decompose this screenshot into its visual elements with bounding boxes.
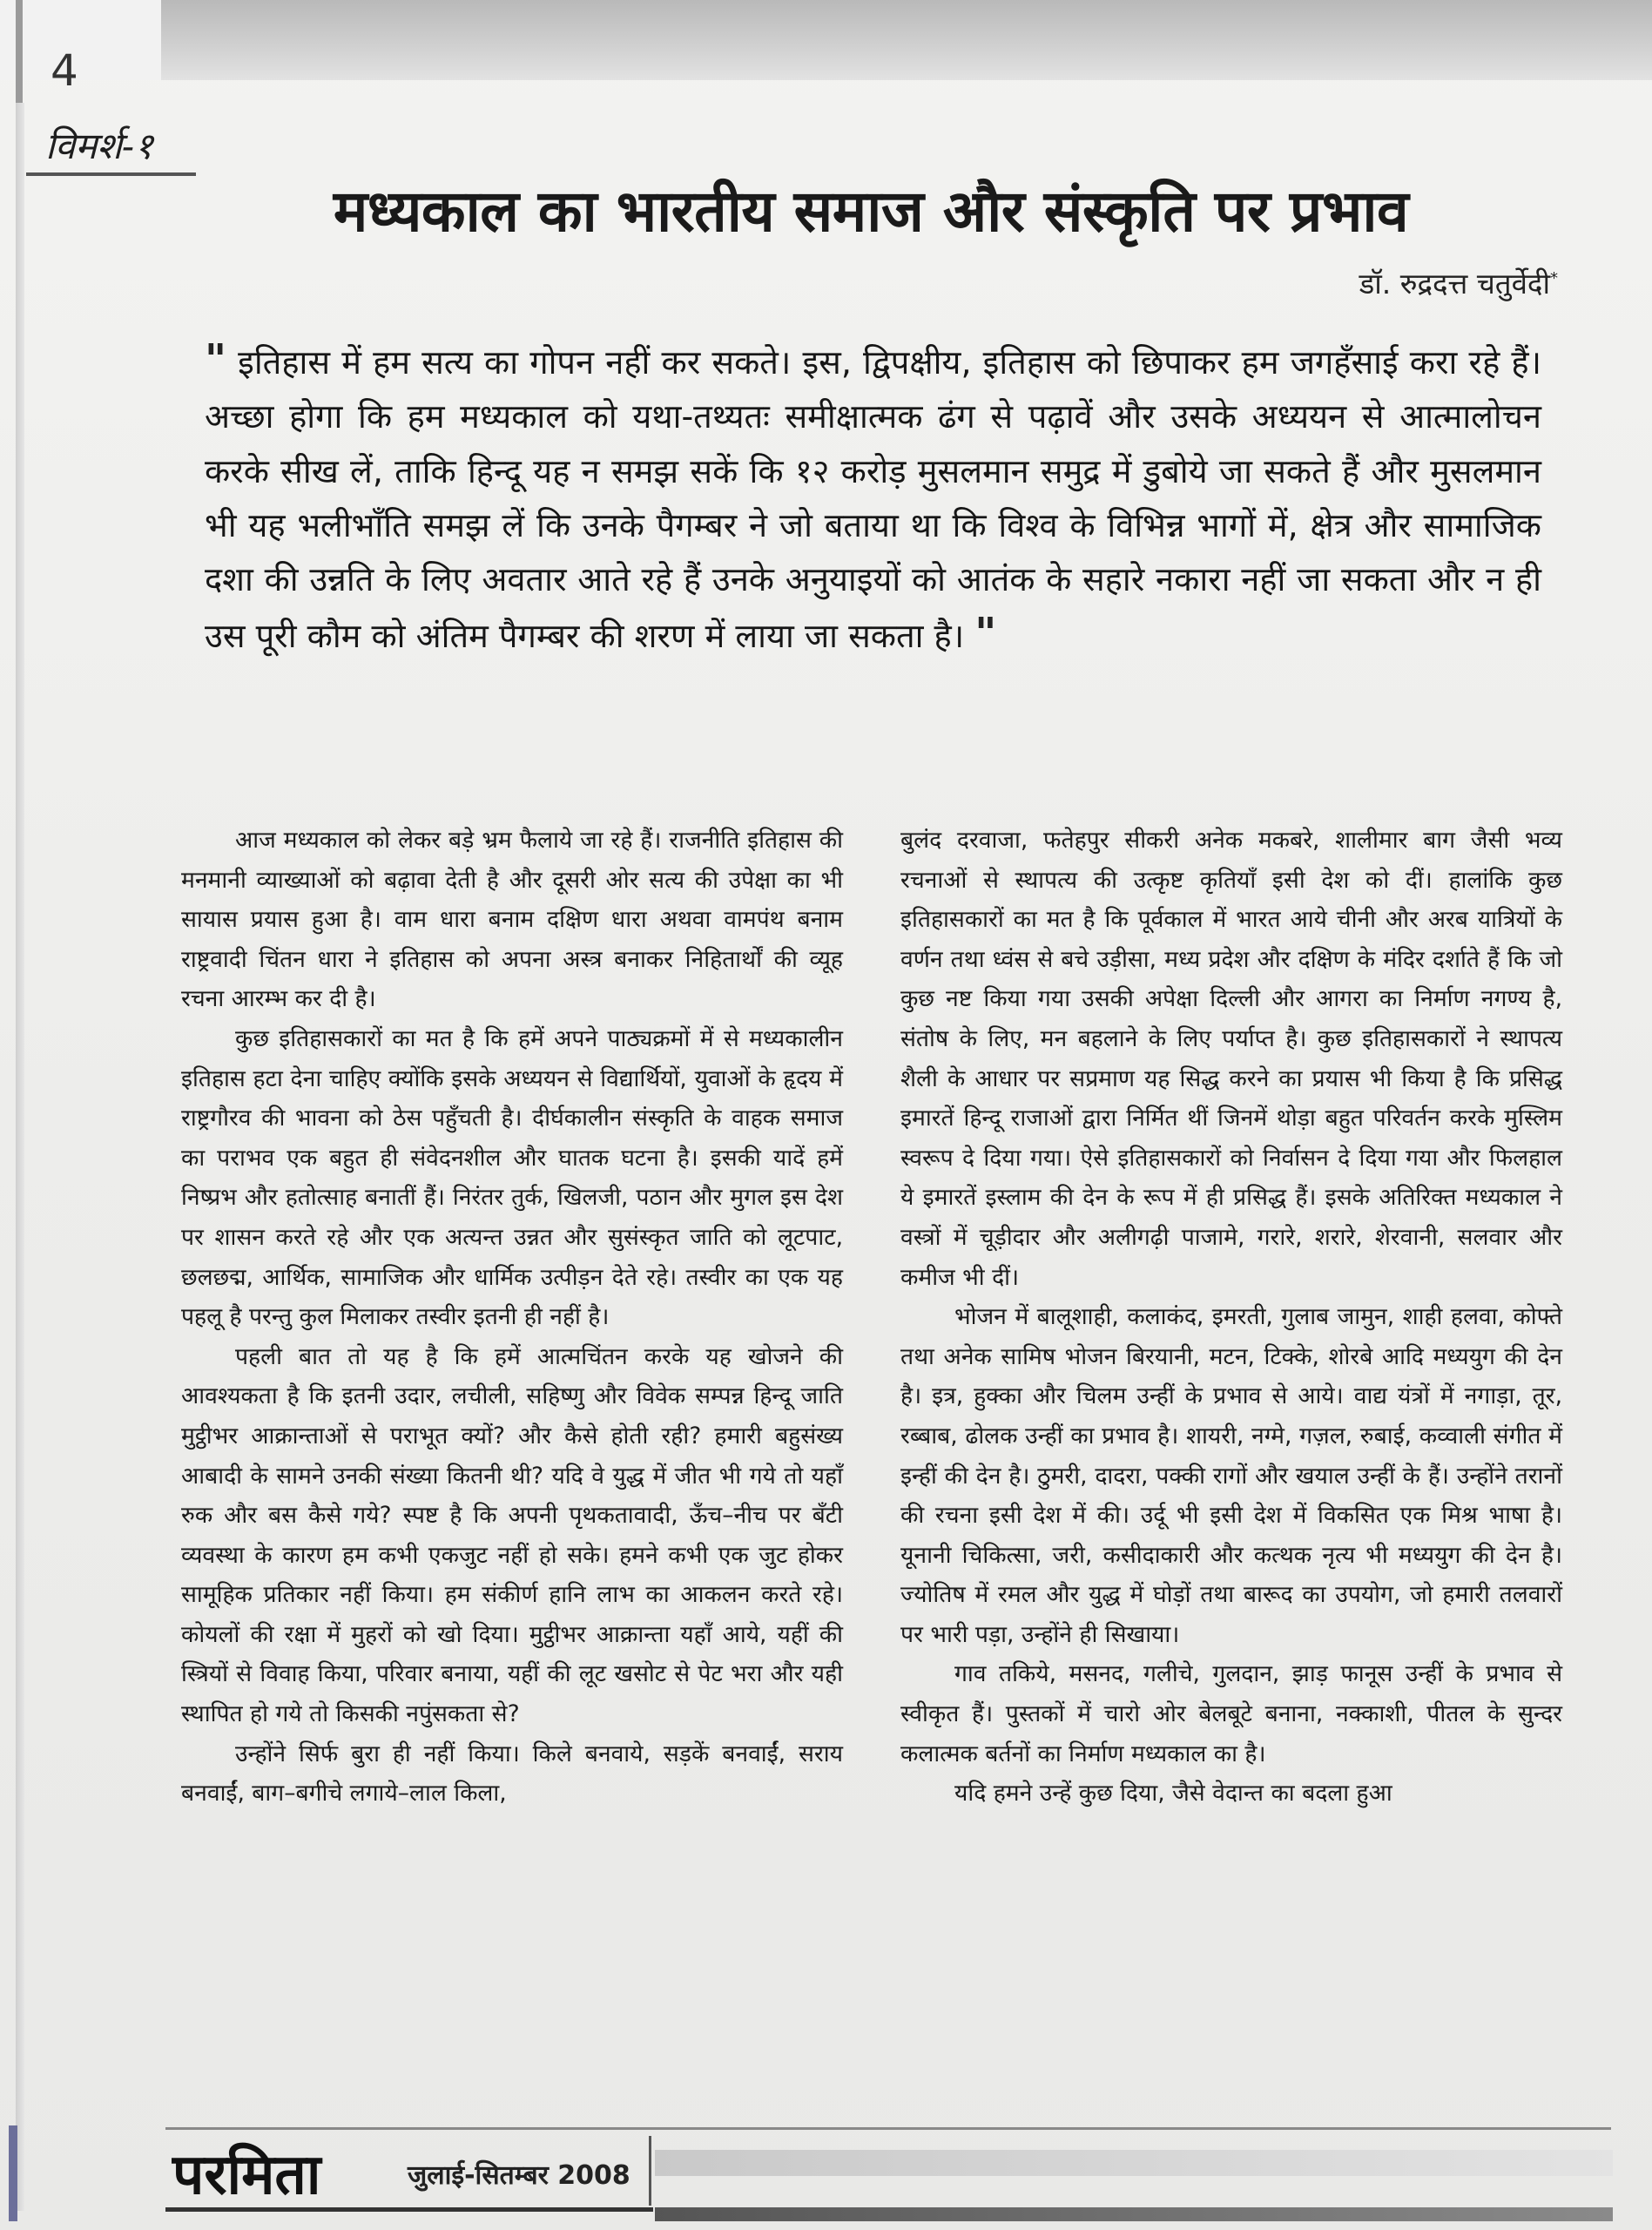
paragraph: भोजन में बालूशाही, कलाकंद, इमरती, गुलाब जामुन, शाही हलवा, कोफ्ते तथा अनेक सामिष भोजन बिरयानी, मटन, टिक्के, शोरबे आदि मध्ययुग की देन है। इत्र, हुक्का और चिलम उन्हीं के प्रभाव से आये। वाद्य यंत्रों में नगाड़ा, तूर, रब्बाब, ढोलक उन्हीं का प्रभाव है। शायरी, नग्मे, गज़ल, रुबाई, कव्वाली संगीत में इन्हीं की देन है। ठुमरी, दादरा, पक्की रागों और खयाल उन्हीं के हैं। उन्होंने तरानों की रचना इसी देश में की। उर्दू भी इसी देश में विकसित एक मिश्र भाषा है। यूनानी चिकित्सा, जरी, कसीदाकारी और कत्थक नृत्य भी मध्ययुग की देन है। ज्योतिष में रमल और युद्ध में घोड़ों तथा बारूद का उपयोग, जो हमारी तलवारों पर भारी पड़ा, उन्होंने ही सिखाया। [900, 1303, 1562, 1648]
side-rule [16, 103, 24, 2211]
author-footnote-mark: * [1550, 269, 1558, 287]
paragraph: यदि हमने उन्हें कुछ दिया, जैसे वेदान्त का बदला हुआ [954, 1780, 1392, 1808]
pull-quote [205, 333, 1541, 664]
header-left-band [0, 0, 161, 80]
page-number: 4 [51, 45, 78, 96]
footer-bar-right [655, 2207, 1613, 2221]
issue-date: जुलाई-सितम्बर 2008 [408, 2160, 630, 2191]
paragraph: बुलंद दरवाजा, फतेहपुर सीकरी अनेक मकबरे, शालीमार बाग जैसी भव्य रचनाओं से स्थापत्य की उत्कृष्ट कृतियाँ इसी देश को दीं। हालांकि कुछ इतिहासकारों का मत है कि पूर्वकाल में भारत आये चीनी और अरब यात्रियों के वर्णन तथा ध्वंस से बचे उड़ीसा, मध्य प्रदेश और दक्षिण के मंदिर दर्शाते हैं कि जो कुछ नष्ट किया गया उसकी अपेक्षा दिल्ली और आगरा का निर्माण नगण्य है, संतोष के लिए, मन बहलाने के लिए पर्याप्त है। कुछ इतिहासकारों ने स्थापत्य शैली के आधार पर सप्रमाण यह सिद्ध करने का प्रयास भी किया है कि प्रसिद्ध इमारतें हिन्दू राजाओं द्वारा निर्मित थीं जिनमें थोड़ा बहुत परिवर्तन करके मुस्लिम स्वरूप दे दिया गया। ऐसे इतिहासकारों को निर्वासन दे दिया गया और फिलहाल ये इमारतें इस्लाम की देन के रूप में ही प्रसिद्ध हैं। इसके अतिरिक्त मध्यकाल ने वस्त्रों में चूड़ीदार और अलीगढ़ी पाजामे, गरारे, शरारे, शेरवानी, सलवार और कमीज भी दीं। [900, 827, 1562, 1291]
footer-left-mark [9, 2125, 17, 2221]
author-name: डॉ. रुद्रदत्त चतुर्वेदी [1359, 267, 1550, 301]
paragraph: उन्होंने सिर्फ बुरा ही नहीं किया। किले बनवाये, सड़कें बनवाईं, सराय बनवाईं, बाग–बगीचे लगाये–लाल किला, [181, 1740, 843, 1808]
header-band [161, 0, 1652, 80]
section-tag: विमर्श-१ [45, 125, 153, 167]
footer-band [655, 2150, 1613, 2176]
side-rule-top [16, 0, 23, 103]
left-column [181, 821, 843, 1814]
quote-open-mark: " [205, 335, 227, 384]
right-column [900, 821, 1562, 1814]
paragraph: कुछ इतिहासकारों का मत है कि हमें अपने पाठ्यक्रमों में से मध्यकालीन इतिहास हटा देना चाहिए क्योंकि इसके अध्ययन से विद्यार्थियों, युवाओं के हृदय में राष्ट्रगौरव की भावना को ठेस पहुँचती है। दीर्घकालीन संस्कृति के वाहक समाज का पराभव एक बहुत ही संवेदनशील और घातक घटना है। इसकी यादें हमें निष्प्रभ और हतोत्साह बनातीं हैं। निरंतर तुर्क, खिलजी, पठान और मुगल इस देश पर शासन करते रहे और एक अत्यन्त उन्नत और सुसंस्कृत जाति को लूटपाट, छलछद्म, आर्थिक, सामाजिक और धार्मिक उत्पीड़न देते रहे। तस्वीर का एक यह पहलू है परन्तु कुल मिलाकर तस्वीर इतनी ही नहीं है। [181, 1024, 843, 1331]
footer-divider [649, 2136, 651, 2206]
footer-rule [165, 2127, 1611, 2130]
quote-close-mark: " [974, 609, 997, 659]
paragraph: आज मध्यकाल को लेकर बड़े भ्रम फैलाये जा रहे हैं। राजनीति इतिहास की मनमानी व्याख्याओं को बढ़ावा देती है और दूसरी ओर सत्य की उपेक्षा का भी सायास प्रयास हुआ है। वाम धारा बनाम दक्षिण धारा अथवा वामपंथ बनाम राष्ट्रवादी चिंतन धारा ने इतिहास को अपना अस्त्र बनाकर निहितार्थों की व्यूह रचना आरम्भ कर दी है। [181, 827, 843, 1013]
article-title: मध्यकाल का भारतीय समाज और संस्कृति पर प्रभाव [333, 178, 1409, 245]
quote-text: इतिहास में हम सत्य का गोपन नहीं कर सकते। इस, द्विपक्षीय, इतिहास को छिपाकर हम जगहँसाई करा रहे हैं। अच्छा होगा कि हम मध्यकाल को यथा-तथ्यतः समीक्षात्मक ढंग से पढ़ावें और उसके अध्ययन से आत्मालोचन करके सीख लें, ताकि हिन्दू यह न समझ सकें कि १२ करोड़ मुसलमान समुद्र में डुबोये जा सकते हैं और मुसलमान भी यह भलीभाँति समझ लें कि उनके पैगम्बर ने जो बताया था कि विश्व के विभिन्न भागों में, क्षेत्र और सामाजिक दशा की उन्नति के लिए अवतार आते रहे हैं उनके अनुयाइयों को आतंक के सहारे नकारा नहीं जा सकता और न ही उस पूरी कौम को अंतिम पैगम्बर की शरण में लाया जा सकता है। [205, 343, 1541, 656]
paragraph: गाव तकिये, मसनद, गलीचे, गुलदान, झाड़ फानूस उन्हीं के प्रभाव से स्वीकृत हैं। पुस्तकों में चारो ओर बेलबूटे बनाना, नक्काशी, पीतल के सुन्दर कलात्मक बर्तनों का निर्माण मध्यकाल का है। [900, 1660, 1562, 1767]
article-author [1359, 263, 1558, 302]
footer-bar [165, 2207, 653, 2212]
magazine-brand: परमिता [172, 2143, 321, 2207]
paragraph: पहली बात तो यह है कि हमें आत्मचिंतन करके यह खोजने की आवश्यकता है कि इतनी उदार, लचीली, सहिष्णु और विवेक सम्पन्न हिन्दू जाति मुट्ठीभर आक्रान्ताओं से पराभूत क्यों? और कैसे होती रही? हमारी बहुसंख्य आबादी के सामने उनकी संख्या कितनी थी? यदि वे युद्ध में जीत भी गये तो यहाँ रुक और बस कैसे गये? स्पष्ट है कि अपनी पृथकतावादी, ऊँच–नीच पर बँटी व्यवस्था के कारण हम कभी एकजुट नहीं हो सके। हमने कभी एक जुट होकर सामूहिक प्रतिकार नहीं किया। हम संकीर्ण हानि लाभ का आकलन करते रहे। कोयलों की रक्षा में मुहरों को खो दिया। मुट्ठीभर आक्रान्ता यहाँ आये, यहीं की स्त्रियों से विवाह किया, परिवार बनाया, यहीं की लूट खसोट से पेट भरा और यही स्थापित हो गये तो किसकी नपुंसकता से? [181, 1342, 843, 1728]
